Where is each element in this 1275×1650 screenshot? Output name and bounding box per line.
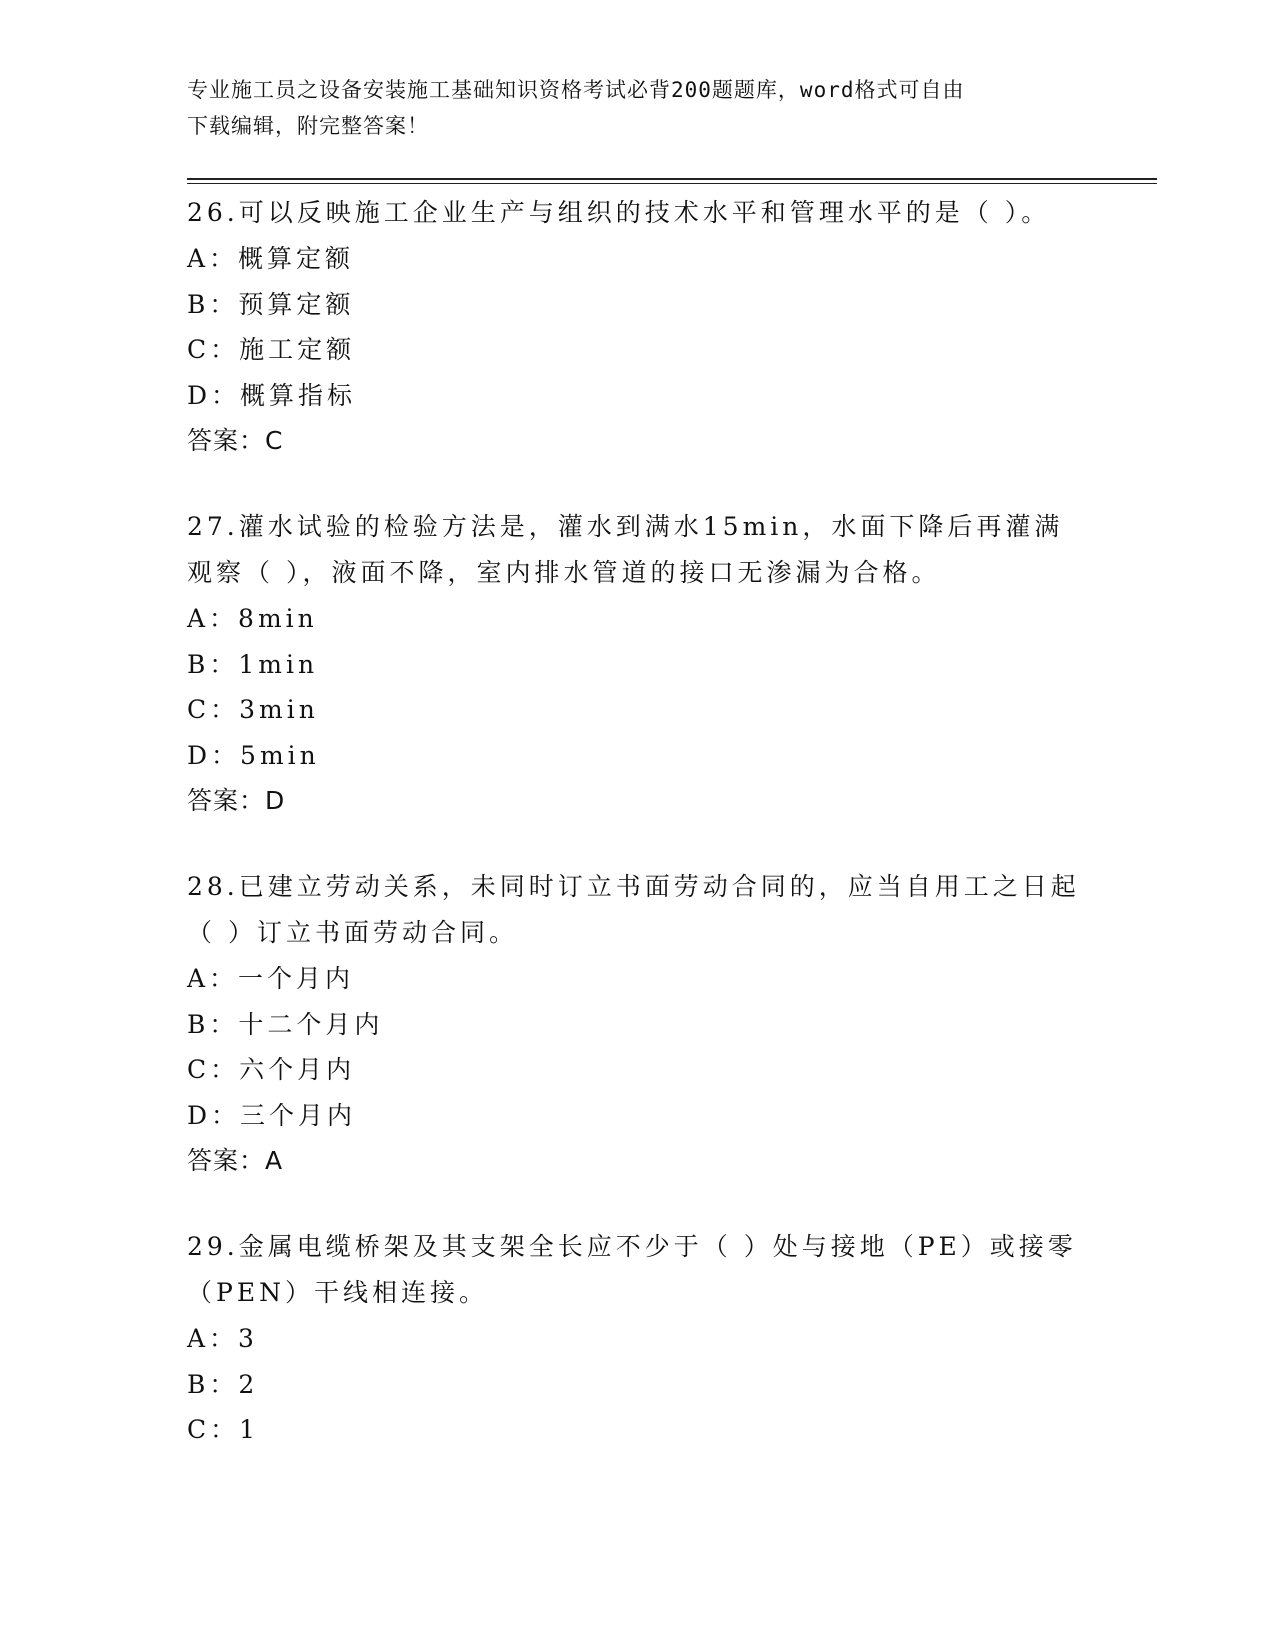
document-header: 专业施工员之设备安装施工基础知识资格考试必背200题题库，word格式可自由 下载编辑，附完整答案！ [187, 78, 965, 138]
header-rule-thick [187, 178, 1157, 180]
option-b: B：预算定额 [187, 289, 355, 319]
option-c: C：1 [187, 1415, 260, 1444]
option-a: A：一个月内 [187, 964, 355, 993]
answer-line: 答案：D [187, 786, 286, 815]
option-b: B：2 [187, 1369, 259, 1399]
header-rule-thin [187, 183, 1157, 184]
option-a: A：概算定额 [187, 244, 355, 273]
question-text: 29.金属电缆桥架及其支架全长应不少于（ ）处与接地（PE）或接零（PEN）干线相连接。 [187, 1232, 1077, 1307]
question-29 [187, 1224, 1087, 1453]
option-c: C：六个月内 [187, 1055, 356, 1084]
question-27 [187, 504, 1087, 824]
question-text: 27.灌水试验的检验方法是，灌水到满水15min，水面下降后再灌满观察（ ），液面不降，室内排水管道的接口无渗漏为合格。 [187, 512, 1064, 587]
option-b: B：十二个月内 [187, 1009, 384, 1039]
option-d: D：概算指标 [187, 380, 357, 410]
question-28 [187, 864, 1087, 1184]
option-c: C：施工定额 [187, 335, 356, 364]
question-26 [187, 190, 1087, 464]
option-d: D：三个月内 [187, 1100, 357, 1130]
question-list [187, 190, 1087, 1493]
answer-line: 答案：A [187, 1146, 284, 1175]
option-d: D：5min [187, 740, 320, 770]
question-text: 28.已建立劳动关系，未同时订立书面劳动合同的，应当自用工之日起（ ）订立书面劳动合同。 [187, 872, 1080, 947]
option-a: A：3 [187, 1324, 258, 1353]
option-a: A：8min [187, 604, 318, 633]
option-c: C：3min [187, 695, 319, 724]
question-text: 26.可以反映施工企业生产与组织的技术水平和管理水平的是（ ）。 [187, 198, 1051, 227]
answer-line: 答案：C [187, 426, 284, 455]
option-b: B：1min [187, 649, 319, 679]
